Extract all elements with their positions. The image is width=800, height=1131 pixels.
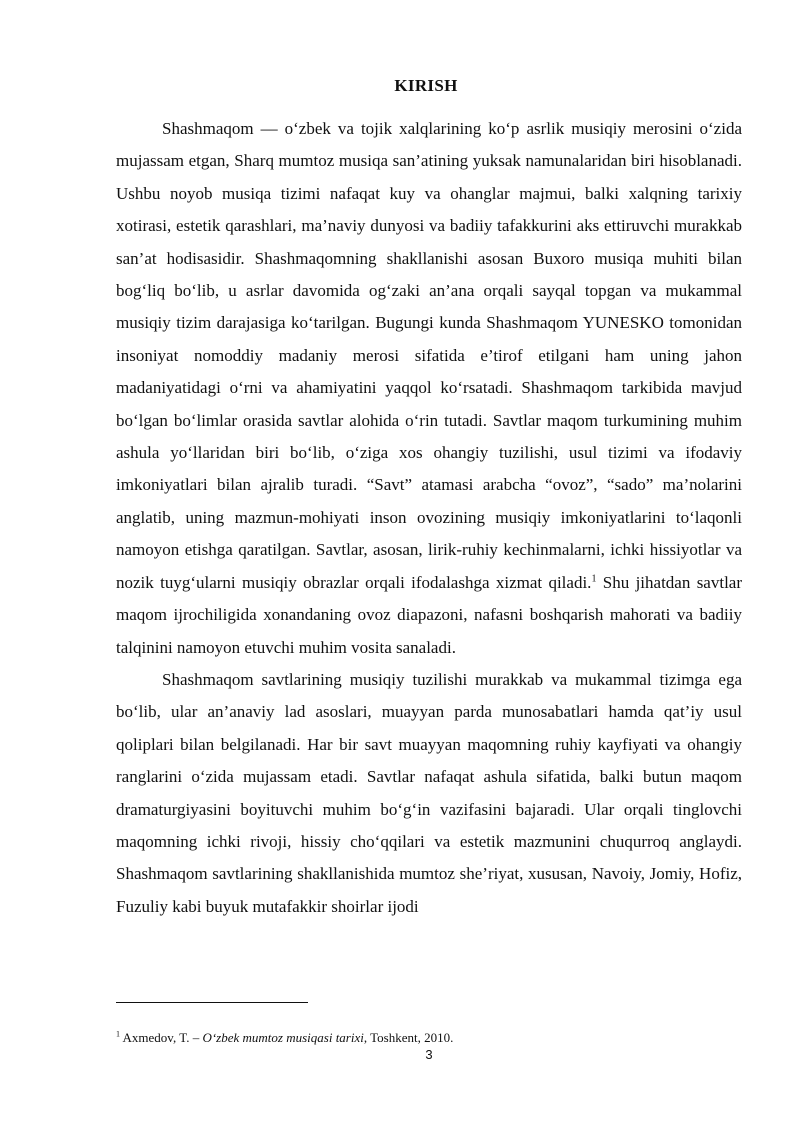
footnote-book-title: O‘zbek mumtoz musiqasi tarixi (202, 1030, 364, 1045)
paragraph-1 (116, 113, 742, 664)
footnote-suffix: , Toshkent, 2010. (363, 1030, 454, 1045)
paragraph-1-continuation: Shu jihatdan savtlar maqom ijrochiligida xonandaning ovoz diapazoni, nafasni boshqarish mahorati va badiiy talqinini namoyon etuvchi muhim vosita sanaladi. (116, 572, 743, 657)
footnote-separator (116, 1002, 308, 1003)
footnote-mark: 1 (116, 1029, 120, 1039)
footnote-prefix: Axmedov, T. – (120, 1030, 203, 1045)
footnote-reference: 1 (591, 573, 597, 585)
footnote (116, 1030, 742, 1046)
paragraph-2: Shashmaqom savtlarining musiqiy tuzilishi murakkab va mukammal tizimga ega bo‘lib, ular an’anaviy lad asoslari, muayyan parda munosabatlari hamda qat’iy usul qoliplari bilan belgilanadi. Har bir savt muayyan maqomning ruhiy kayfiyati va ohangiy ranglarini o‘zida mujassam etadi. Savtlar nafaqat ashula sifatida, balki butun maqom dramaturgiyasini boyituvchi muhim bo‘g‘in vazifasini bajaradi. Ular orqali tinglovchi maqomning ichki rivoji, hissiy cho‘qqilari va estetik mazmunini chuqurroq anglaydi. Shashmaqom savtlarining shakllanishida mumtoz she’riyat, xususan, Navoiy, Jomiy, Hofiz, Fuzuliy kabi buyuk mutafakkir shoirlar ijodi (116, 669, 742, 916)
paragraph-1-text: Shashmaqom — o‘zbek va tojik xalqlarining ko‘p asrlik musiqiy merosini o‘zida mujassam etgan, Sharq mumtoz musiqa san’atining yuksak namunalaridan biri hisoblanadi. Ushbu noyob musiqa tizimi nafaqat kuy va ohanglar majmui, balki xalqning tarixiy xotirasi, estetik qarashlari, ma’naviy dunyosi va badiiy tafakkurini aks ettiruvchi murakkab san’at hodisasidir. Shashmaqomning shakllanishi asosan Buxoro musiqa muhiti bilan bog‘liq bo‘lib, u asrlar davomida og‘zaki an’ana orqali sayqal topgan va mukammal musiqiy tizim darajasiga ko‘tarilgan. Bugungi kunda Shashmaqom YUNESKO tomonidan insoniyat nomoddiy madaniy merosi sifatida e’tirof etilgani ham uning jahon madaniyatidagi o‘rni va ahamiyatini yaqqol ko‘rsatadi. Shashmaqom tarkibida mavjud bo‘lgan bo‘limlar orasida savtlar alohida o‘rin tutadi. Savtlar maqom turkumining muhim ashula yo‘llaridan biri bo‘lib, o‘ziga xos ohangiy tuzilishi, usul tizimi va ifodaviy imkoniyatlari bilan ajralib turadi. “Savt” atamasi arabcha “ovoz”, “sado” ma’nolarini anglatib, uning mazmun-mohiyati inson ovozining musiqiy imkoniyatlarini to‘laqonli namoyon etishga qaratilgan. Savtlar, asosan, lirik-ruhiy kechinmalarni, ichki hissiyotlar va nozik tuyg‘ularni musiqiy obrazlar orqali ifodalashga xizmat qiladi. (116, 119, 742, 592)
body-text (116, 113, 742, 923)
page-number: 3 (425, 1047, 433, 1062)
page-title: KIRISH (394, 76, 458, 95)
